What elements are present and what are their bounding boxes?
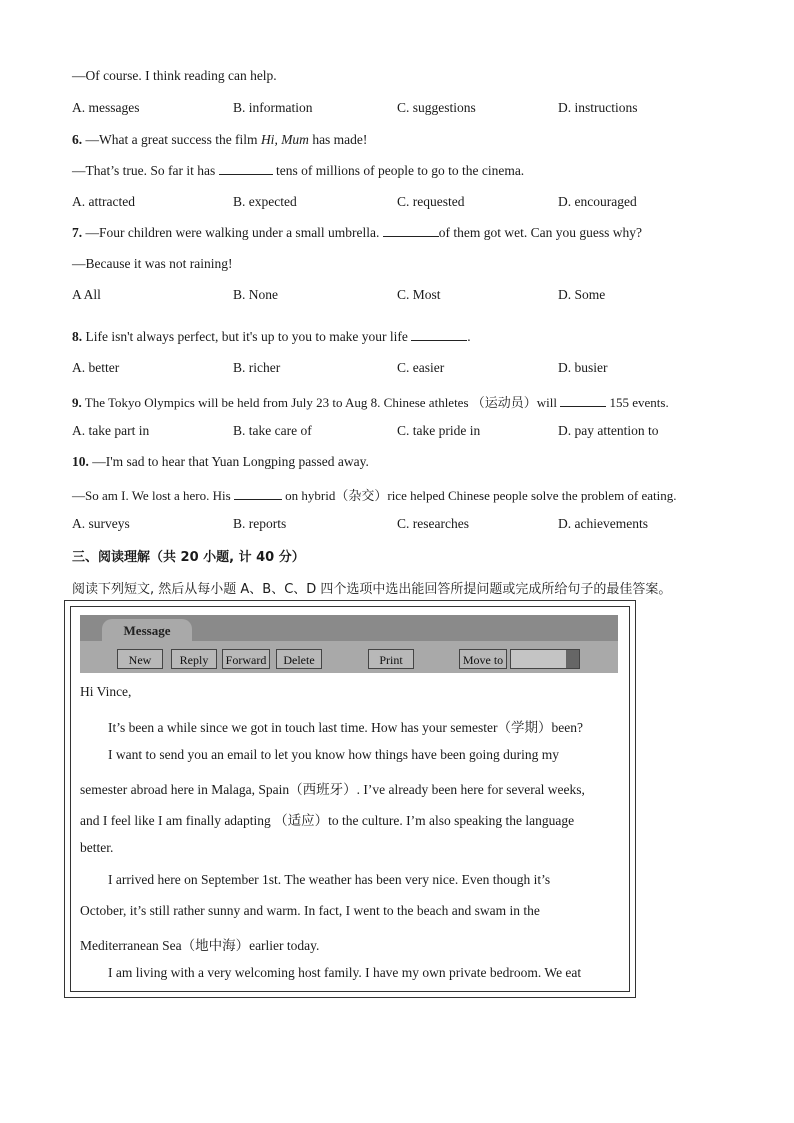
q6-option-c[interactable]: C. requested [397,194,465,209]
email-toolbar [80,615,618,673]
q7-option-d[interactable]: D. Some [558,287,606,302]
section-instructions: 阅读下列短文, 然后从每小题 A、B、C、D 四个选项中选出能回答所提问题或完成所给句子的最佳答案。 [72,582,672,597]
forward-button[interactable]: Forward [222,649,270,669]
q7-stem-end: of them got wet. Can you guess why? [438,225,643,240]
dropdown-arrow-icon[interactable] [566,650,579,668]
q10-option-c[interactable]: C. researches [397,516,469,531]
email-greeting: Hi Vince, [80,684,132,699]
q10-reply [72,485,677,504]
q7-option-c[interactable]: C. Most [397,287,441,302]
q10-stem [72,454,369,470]
q8-stem [72,329,471,345]
q10-option-a[interactable]: A. surveys [72,516,130,531]
q8-blank[interactable] [411,329,467,341]
q9-stem-start: The Tokyo Olympics will be held from July 23 to Aug 8. Chinese athletes （运动员）will [84,395,561,410]
q6-blank[interactable] [219,163,273,175]
q6-reply-end: tens of millions of people to go to the cinema. [272,163,525,178]
q6-stem-text: —What a great success the film [85,132,261,147]
q9-stem [72,392,669,411]
q10-option-b[interactable]: B. reports [233,516,287,531]
q6-option-d[interactable]: D. encouraged [558,194,637,209]
q8-option-d[interactable]: D. busier [558,360,608,375]
q10-reply-end: on hybrid（杂交）rice helped Chinese people solve the problem of eating. [281,488,677,503]
email-line-9: I am living with a very welcoming host family. I have my own private bedroom. We eat [108,965,582,980]
q5-option-c[interactable]: C. suggestions [397,100,476,115]
email-line-4: and I feel like I am finally adapting （适应）to the culture. I’m also speaking the language [80,813,575,828]
q7-option-a[interactable]: A All [72,287,101,302]
q10-number: 10. [72,454,89,469]
q8-option-c[interactable]: C. easier [397,360,445,375]
q9-option-a[interactable]: A. take part in [72,423,150,438]
q7-number: 7. [72,225,83,240]
folder-select[interactable] [510,649,580,669]
email-line-6: I arrived here on September 1st. The weather has been very nice. Even though it’s [108,872,551,887]
email-line-3: semester abroad here in Malaga, Spain（西班牙）. I’ve already been here for several weeks, [80,782,585,797]
q6-option-b[interactable]: B. expected [233,194,297,209]
print-button[interactable]: Print [368,649,414,669]
q9-blank[interactable] [560,395,606,407]
q9-number: 9. [72,395,82,410]
q5-option-d[interactable]: D. instructions [558,100,638,115]
email-line-1: It’s been a while since we got in touch last time. How has your semester（学期）been? [108,720,584,735]
q7-blank[interactable] [383,225,439,237]
q7-stem-start: —Four children were walking under a small umbrella. [85,225,383,240]
q8-option-a[interactable]: A. better [72,360,120,375]
email-line-5: better. [80,840,114,855]
delete-button[interactable]: Delete [276,649,322,669]
q6-film-title: Hi, Mum [260,132,309,147]
q9-stem-end: 155 events. [606,395,669,410]
email-line-2: I want to send you an email to let you know how things have been going during my [108,747,560,762]
q7-stem [72,225,642,241]
q9-option-b[interactable]: B. take care of [233,423,312,438]
q8-stem-start: Life isn't always perfect, but it's up to you to make your life [85,329,412,344]
q5-reply: —Of course. I think reading can help. [72,68,277,83]
q6-reply [72,163,524,179]
q10-reply-start: —So am I. We lost a hero. His [72,488,234,503]
email-line-7: October, it’s still rather sunny and warm. In fact, I went to the beach and swam in the [80,903,540,918]
q6-option-a[interactable]: A. attracted [72,194,135,209]
q5-option-a[interactable]: A. messages [72,100,140,115]
q10-option-d[interactable]: D. achievements [558,516,648,531]
q6-stem [72,132,367,148]
move-to-button[interactable]: Move to [459,649,507,669]
section-title: 三、阅读理解（共 20 小题, 计 40 分） [72,550,305,565]
new-button[interactable]: New [117,649,163,669]
message-tab[interactable]: Message [102,619,192,643]
q7-reply: —Because it was not raining! [72,256,233,271]
reply-button[interactable]: Reply [171,649,217,669]
q9-option-d[interactable]: D. pay attention to [558,423,659,438]
q6-number: 6. [72,132,83,147]
q6-reply-start: —That’s true. So far it has [72,163,219,178]
q5-option-b[interactable]: B. information [233,100,313,115]
q8-number: 8. [72,329,83,344]
q7-option-b[interactable]: B. None [233,287,278,302]
q8-stem-end: . [467,329,471,344]
q6-stem-end: has made! [308,132,368,147]
q10-blank[interactable] [234,488,282,500]
email-line-8: Mediterranean Sea（地中海）earlier today. [80,938,320,953]
q9-option-c[interactable]: C. take pride in [397,423,481,438]
q10-stem-text: —I'm sad to hear that Yuan Longping passed away. [92,454,369,469]
q8-option-b[interactable]: B. richer [233,360,281,375]
